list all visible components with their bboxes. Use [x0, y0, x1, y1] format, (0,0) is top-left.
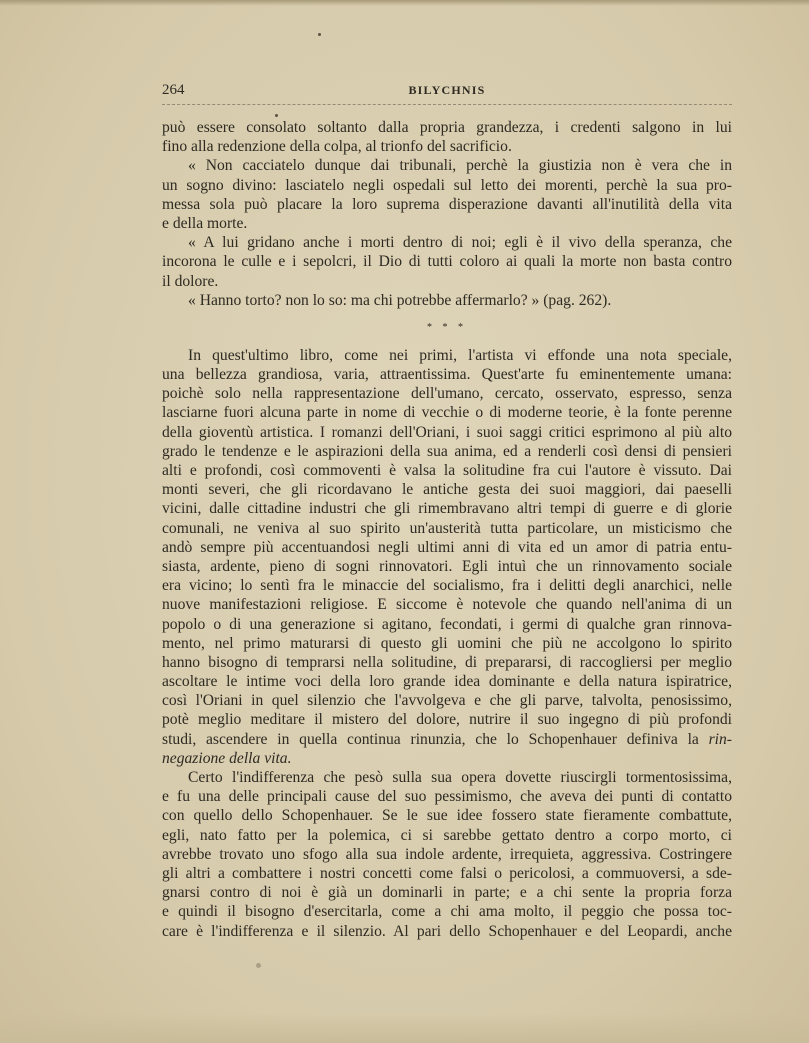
- paper-speck: [275, 114, 278, 117]
- text-line: nuove manifestazioni religiose. E siccome è notevole che quando nell'anima di un: [162, 596, 732, 614]
- text-line: avrebbe trovato uno sfogo alla sua indole ardente, irrequieta, aggressiva. Costringere: [162, 845, 732, 863]
- text-line: studi, ascendere in quella continua rinunzia, che lo Schopenhauer definiva la rin-: [162, 730, 732, 748]
- quoted-passage: [162, 118, 732, 310]
- text-line: vicini, dalle cittadine industri che gli rimembravano altri tempi di guerre e di glorie: [162, 500, 732, 518]
- text-line: fino alla redenzione della colpa, al trionfo del sacrificio.: [162, 138, 512, 156]
- body-text: [162, 118, 732, 941]
- text-line: popolo o di una generazione si agitano, fecondati, i germi di qualche gran rinnova-: [162, 615, 732, 633]
- text-line: e fu una delle principali cause del suo pessimismo, che aveva dei punti di contatto: [162, 788, 732, 806]
- text-line: ascoltare le intime voci della loro grande idea dominante e della natura ispiratrice,: [162, 673, 732, 691]
- text-line: siasta, ardente, pieno di sogni rinnovatori. Egli intuì che un rinnovamento sociale: [162, 557, 732, 575]
- text-line: « Hanno torto? non lo so: ma chi potrebbe affermarlo? » (pag. 262).: [188, 291, 612, 309]
- paper-speck: [256, 963, 261, 968]
- text-line: con quello dello Schopenhauer. Se le sue idee fossero state fieramente combattute,: [162, 807, 732, 825]
- essay-passage: [162, 346, 732, 941]
- text-line: monti severi, che gli ricordavano le antiche gesta dei suoi maggiori, dai paeselli: [162, 481, 732, 499]
- text-line: negazione della vita.: [162, 749, 292, 767]
- text-line: alti e profondi, così commoventi è valsa la solitudine fra cui l'autore è vissuto. Dai: [162, 462, 732, 479]
- page-bottom-edge: [0, 1013, 809, 1043]
- text-line: egli, nato fatto per la polemica, ci si sarebbe gettato dentro a corpo morto, ci: [162, 826, 732, 844]
- page-top-edge: [0, 0, 809, 6]
- text-line: Certo l'indifferenza che pesò sulla sua opera dovette riuscirgli tormentosissima,: [188, 769, 732, 786]
- text-line: e della morte.: [162, 214, 248, 232]
- text-line: il dolore.: [162, 272, 219, 290]
- text-line: della gioventù artistica. I romanzi dell'Oriani, i suoi saggi critici esprimono al più alto: [162, 423, 732, 441]
- text-line: incorona le culle e i sepolcri, il Dio di tutti coloro ai quali la morte non basta contro: [162, 253, 732, 271]
- text-line: In quest'ultimo libro, come nei primi, l'artista vi effonde una nota speciale,: [188, 346, 732, 364]
- text-line: gnarsi contro di noi è già un dominarli in parte; e a chi sente la propria forza: [162, 884, 732, 902]
- text-line: poichè solo nella rappresentazione dell'umano, cercato, osservato, espresso, senza: [162, 385, 732, 403]
- paper-speck: [318, 33, 321, 36]
- text-line: un sogno divino: lasciatelo negli ospedali sul letto dei morenti, perchè la sua pro-: [162, 176, 732, 194]
- text-line: gli altri a combattere i nostri concetti come falsi o pericolosi, a commuoversi, a sde-: [162, 864, 732, 882]
- text-line: può essere consolato soltanto dalla propria grandezza, i credenti salgono in lui: [162, 119, 732, 136]
- text-line: care è l'indifferenza e il silenzio. Al pari dello Schopenhauer e del Leopardi, anche: [162, 922, 732, 940]
- text-line: hanno bisogno di temprarsi nella solitudine, di prepararsi, di raccogliersi per meglio: [162, 653, 732, 671]
- text-line: potè meglio meditare il mistero del dolore, nutrire il suo ingegno di più profondi: [162, 711, 732, 729]
- page-header: [162, 82, 732, 104]
- running-head: BILYCHNIS: [408, 83, 486, 97]
- text-line: messa sola può placare la loro suprema disperazione davanti all'inutilità della vita: [162, 195, 732, 213]
- text-line: lasciarne fuori alcuna parte in nome di vecchie o di moderne teorie, è la fonte perenne: [162, 404, 732, 422]
- text-line: era vicino; lo sentì fra le minaccie del socialismo, fra i delitti degli anarchici, nelle: [162, 577, 732, 595]
- text-line: una bellezza grandiosa, varia, attraentissima. Quest'arte fu eminentemente umana:: [162, 366, 732, 384]
- section-separator: * * *: [427, 321, 467, 333]
- text-line: « Non cacciatelo dunque dai tribunali, perchè la giustizia non è vera che in: [188, 157, 732, 175]
- text-line: « A lui gridano anche i morti dentro di noi; egli è il vivo della speranza, che: [188, 234, 732, 252]
- header-rule: [162, 104, 732, 105]
- text-line: comunali, ne veniva al suo spirito un'austerità tutta particolare, un misticismo che: [162, 519, 732, 537]
- text-line: così l'Oriani in quel silenzio che l'avvolgeva e che gli parve, talvolta, penosissimo,: [162, 692, 732, 710]
- text-line: e quindi il bisogno d'esercitarla, come a chi ama molto, il peggio che possa toc-: [162, 903, 732, 921]
- text-line: mento, nel primo maturarsi di questo gli uomini che più ne accolgono lo spirito: [162, 634, 732, 652]
- text-line: grado le tendenze e le aspirazioni della sua anima, ed a renderli così densi di pensieri: [162, 442, 732, 460]
- page-number: 264: [162, 82, 185, 98]
- text-line: andò sempre più accentuandosi negli ultimi anni di vita ed un amor di patria entu-: [162, 538, 732, 556]
